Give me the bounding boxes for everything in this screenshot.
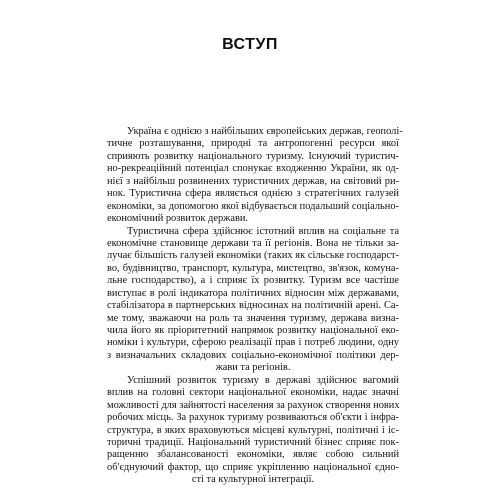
text-line: виступає в ролі індикатора політичних відносин між державами, xyxy=(107,287,399,299)
text-line: нок. Туристична сфера являється однією з стратегічних галузей xyxy=(107,188,399,200)
text-line: нієї з найбільш розвинених туристичних держав, на світовий ри- xyxy=(107,175,399,187)
text-line: Україна є однією з найбільших європейських держав, геополі- xyxy=(127,126,403,137)
text-line: економічне становище держави та її регіонів. Вона не тільки за- xyxy=(107,237,399,249)
text-line: тичне розташування, природні та антропогенні ресурси якої xyxy=(107,138,399,150)
text-line: структура, в яких враховуються місцеві культурні, політичні і іс- xyxy=(107,424,399,436)
chapter-heading: ВСТУП xyxy=(222,36,278,53)
text-line: ращенню збалансованості економіки, являє собою сильний xyxy=(107,449,399,461)
text-line: робочих місць. За рахунок туризму розвиваються об'єкти і інфра- xyxy=(107,412,399,424)
text-line: економічний розвиток держави. xyxy=(107,213,249,225)
text-line: лучає більшість галузей економіки (таких як сільське господарст- xyxy=(107,250,399,262)
text-line: об'єднуючий фактор, що сприяє укріпленню національної єдно- xyxy=(107,461,399,473)
text-line: ме тому, зважаючи на роль та значення туризму, держава визна- xyxy=(107,312,399,324)
paragraph-3 xyxy=(107,375,399,487)
body-text xyxy=(107,126,403,487)
text-line: Успішний розвиток туризму в державі здійснює вагомий xyxy=(127,374,399,386)
text-line: во, будівництво, транспорт, культура, мистецтво, зв'язок, комуна- xyxy=(107,262,399,274)
text-line: чила його як пріоритетний напрямок розвитку національної еко- xyxy=(107,325,399,336)
text-line: економіки, за допомогою якої відбувається подальший соціально- xyxy=(107,200,399,212)
text-line: стабілізатора в партнерських відносинах на політичній арені. Са- xyxy=(107,300,399,312)
text-line: Туристична сфера здійснює істотний вплив на соціальне та xyxy=(127,225,399,237)
text-line: но-рекреаційний потенціал спонукає входженню України, як од- xyxy=(107,163,399,175)
text-line: номіки і культури, сферою реалізації прав і потреб людини, одну xyxy=(107,337,399,349)
text-line: можливості для зайнятості населення за рахунок створення нових xyxy=(107,399,400,411)
text-line: з визначальних складових соціально-економічної політики дер- xyxy=(107,349,399,361)
text-line: сті та культурної інтеграції. xyxy=(191,474,315,486)
text-line: торичні традиції. Національний туристичний бізнес сприяє пок- xyxy=(107,436,399,448)
paragraph-1 xyxy=(107,126,403,226)
paragraph-2 xyxy=(107,226,399,375)
text-line: сприяють розвитку національного туризму. Існуючий туристич- xyxy=(107,150,399,162)
text-line: вплив на головні сектори національної економіки, надає значні xyxy=(107,387,399,399)
text-line: жави та регіонів. xyxy=(215,362,291,374)
text-line: льне господарство), а і сприяє їх розвитку. Туризм все частіше xyxy=(107,275,399,287)
